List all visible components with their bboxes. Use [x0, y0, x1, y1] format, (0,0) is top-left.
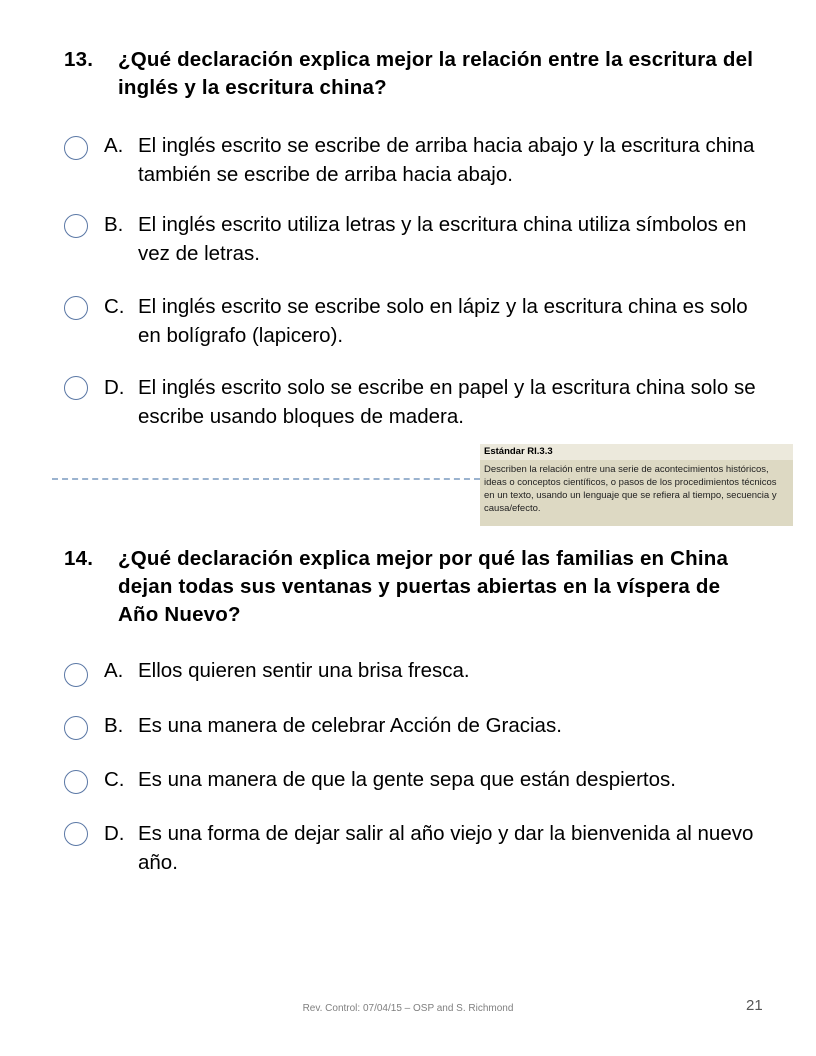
option-14-d[interactable]	[104, 819, 764, 877]
option-text: Es una manera de que la gente sepa que están despiertos.	[138, 768, 676, 791]
answer-13-d-bubble[interactable]	[64, 376, 88, 400]
question-14-text: ¿Qué declaración explica mejor por qué las familias en China dejan todas sus ventanas y puertas abiertas en la víspera de Año Nuevo?	[118, 547, 729, 626]
revision-footer: Rev. Control: 07/04/15 – OSP and S. Richmond	[302, 1003, 514, 1014]
option-letter: D.	[104, 376, 125, 399]
standard-box	[480, 444, 793, 526]
option-text: Es una forma de dejar salir al año viejo y dar la bienvenida al nuevo año.	[138, 822, 754, 874]
option-letter: C.	[104, 768, 125, 791]
answer-13-a-bubble[interactable]	[64, 136, 88, 160]
standard-description: Describen la relación entre una serie de acontecimientos históricos, ideas o conceptos científicos, o pasos de los procedimientos técnicos en un texto, usando un lenguaje que se refiera al tiempo, secuencia y causa/efecto.	[484, 464, 777, 514]
section-divider	[52, 478, 480, 480]
option-letter: B.	[104, 714, 124, 737]
question-13	[64, 46, 764, 102]
option-14-b[interactable]	[104, 711, 764, 740]
option-letter: D.	[104, 822, 125, 845]
answer-14-a-bubble[interactable]	[64, 663, 88, 687]
standard-title: Estándar RI.3.3	[480, 444, 793, 460]
option-13-a[interactable]	[104, 131, 764, 189]
question-13-number: 13.	[64, 48, 94, 71]
option-13-c[interactable]	[104, 292, 764, 350]
option-letter: B.	[104, 213, 124, 236]
option-text: Ellos quieren sentir una brisa fresca.	[138, 659, 470, 682]
option-letter: A.	[104, 659, 124, 682]
question-14	[64, 545, 764, 629]
option-letter: C.	[104, 295, 125, 318]
option-text: El inglés escrito se escribe solo en lápiz y la escritura china es solo en bolígrafo (lapicero).	[138, 295, 748, 347]
question-13-text: ¿Qué declaración explica mejor la relación entre la escritura del inglés y la escritura china?	[118, 48, 754, 99]
answer-13-c-bubble[interactable]	[64, 296, 88, 320]
option-text: El inglés escrito se escribe de arriba hacia abajo y la escritura china también se escribe de arriba hacia abajo.	[138, 134, 755, 186]
option-text: Es una manera de celebrar Acción de Gracias.	[138, 714, 562, 737]
answer-14-b-bubble[interactable]	[64, 716, 88, 740]
question-14-number: 14.	[64, 547, 94, 570]
page-number: 21	[746, 997, 763, 1014]
answer-13-b-bubble[interactable]	[64, 214, 88, 238]
option-13-d[interactable]	[104, 373, 764, 431]
answer-14-d-bubble[interactable]	[64, 822, 88, 846]
option-14-c[interactable]	[104, 765, 764, 794]
option-text: El inglés escrito solo se escribe en papel y la escritura china solo se escribe usando bloques de madera.	[138, 376, 756, 428]
option-14-a[interactable]	[104, 656, 764, 685]
option-letter: A.	[104, 134, 124, 157]
answer-14-c-bubble[interactable]	[64, 770, 88, 794]
option-text: El inglés escrito utiliza letras y la escritura china utiliza símbolos en vez de letras.	[138, 213, 747, 265]
option-13-b[interactable]	[104, 210, 764, 268]
